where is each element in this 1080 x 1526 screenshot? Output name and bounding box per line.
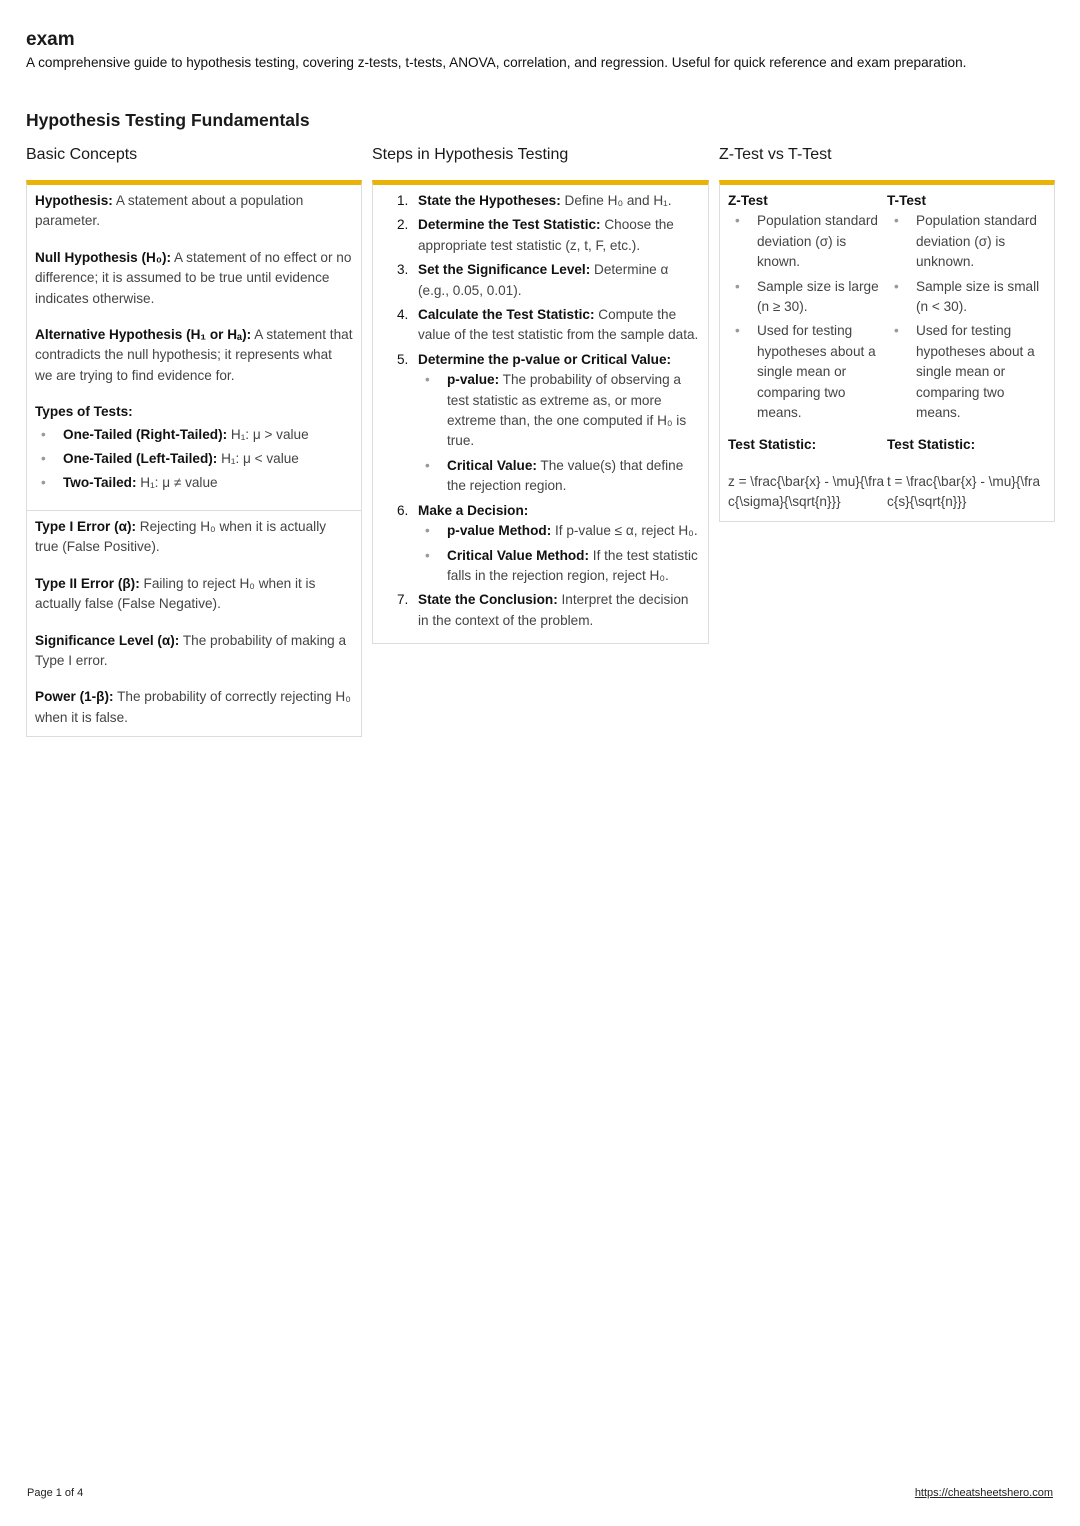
z-test-column <box>728 191 887 513</box>
t-test-column <box>887 191 1046 513</box>
t-stat-label: Test Statistic: <box>887 437 976 453</box>
step-item: 5. Determine the p-value or Critical Value: • p-value: The probability of observing a test statistic as extreme as, or more extreme than, the one computed if H₀ is true. • Critical Value: The value(s) that define the rejection region. <box>418 350 700 497</box>
list-item: • One-Tailed (Right-Tailed): H₁: μ > value <box>63 425 353 445</box>
step-item: 3. Set the Significance Level: Determine α (e.g., 0.05, 0.01). <box>397 262 669 298</box>
z-test-heading: Z-Test <box>728 193 768 208</box>
basic-concepts-column <box>26 145 362 737</box>
step5-sublist <box>418 370 700 496</box>
significance-level-def: Significance Level (α): The probability of making a Type I error. <box>35 632 347 668</box>
types-of-tests: Types of Tests: • One-Tailed (Right-Tailed): H₁: μ > value • One-Tailed (Left-Tailed): H₁: μ < value • Two-Tailed: H₁: μ ≠ value <box>35 402 353 494</box>
alt-hypothesis-def: Alternative Hypothesis (H₁ or Hₐ): A statement that contradicts the null hypothesis; it represents what we are trying to find evidence for. <box>35 327 353 383</box>
steps-card <box>372 180 709 644</box>
steps-column <box>372 145 709 644</box>
types-list <box>35 425 353 494</box>
step-item: 7. State the Conclusion: Interpret the decision in the context of the problem. <box>397 592 689 628</box>
list-item: • Population standard deviation (σ) is unknown. <box>916 211 1046 272</box>
list-item: • Critical Value: The value(s) that define the rejection region. <box>447 456 700 497</box>
t-test-heading: T-Test <box>887 193 927 208</box>
ztest-title: Z-Test vs T-Test <box>719 146 832 163</box>
list-item: • Sample size is small (n < 30). <box>916 277 1046 318</box>
t-test-list <box>887 211 1046 423</box>
footer-link[interactable]: https://cheatsheetshero.com <box>914 1487 1053 1499</box>
basic-concepts-card <box>26 180 362 737</box>
list-item: • Critical Value Method: If the test statistic falls in the rejection region, reject H₀. <box>447 546 700 587</box>
t-formula: t = \frac{\bar{x} - \mu}{\frac{s}{\sqrt{n}}} <box>887 473 1041 510</box>
step-item: 1. State the Hypotheses: Define H₀ and H₁. <box>397 193 672 208</box>
type1-error-def: Type I Error (α): Rejecting H₀ when it is actually true (False Positive). <box>35 518 327 555</box>
steps-title: Steps in Hypothesis Testing <box>372 146 569 163</box>
step-item: 4. Calculate the Test Statistic: Compute the value of the test statistic from the sample data. <box>397 307 699 343</box>
ztest-column <box>719 145 1055 522</box>
list-item: • Used for testing hypotheses about a single mean or comparing two means. <box>916 321 1046 423</box>
list-item: • Sample size is large (n ≥ 30). <box>757 277 887 318</box>
null-hypothesis-def: Null Hypothesis (H₀): A statement of no effect or no difference; it is assumed to be true until evidence indicates otherwise. <box>35 249 352 306</box>
list-item: • One-Tailed (Left-Tailed): H₁: μ < value <box>63 449 353 469</box>
doc-description: A comprehensive guide to hypothesis testing, covering z-tests, t-tests, ANOVA, correlation, and regression. Useful for quick reference and exam preparation. <box>26 55 967 70</box>
z-formula: z = \frac{\bar{x} - \mu}{\frac{\sigma}{\sqrt{n}}} <box>728 473 885 510</box>
z-test-list <box>728 211 887 423</box>
ztest-card <box>719 180 1055 522</box>
errors-section <box>27 510 361 728</box>
step-item: 6. Make a Decision: • p-value Method: If p-value ≤ α, reject H₀. • Critical Value Method: If the test statistic falls in the rejection region, reject H₀. <box>418 501 700 587</box>
steps-list <box>381 191 700 631</box>
list-item: • Population standard deviation (σ) is known. <box>757 211 887 272</box>
list-item: • Used for testing hypotheses about a single mean or comparing two means. <box>757 321 887 423</box>
list-item: • p-value Method: If p-value ≤ α, reject H₀. <box>447 521 700 541</box>
ztest-grid <box>728 191 1046 513</box>
list-item: • p-value: The probability of observing a test statistic as extreme as, or more extreme than, the one computed if H₀ is true. <box>447 370 700 452</box>
doc-title: exam <box>26 29 75 50</box>
page-number: Page 1 of 4 <box>27 1487 84 1499</box>
type2-error-def: Type II Error (β): Failing to reject H₀ when it is actually false (False Negative). <box>35 575 316 612</box>
list-item: • Two-Tailed: H₁: μ ≠ value <box>63 473 353 493</box>
section-title: Hypothesis Testing Fundamentals <box>26 110 310 130</box>
basic-concepts-title: Basic Concepts <box>26 146 138 163</box>
step6-sublist <box>418 521 700 586</box>
power-def: Power (1-β): The probability of correctly rejecting H₀ when it is false. <box>35 689 351 725</box>
z-stat-label: Test Statistic: <box>728 437 817 453</box>
step-item: 2. Determine the Test Statistic: Choose the appropriate test statistic (z, t, F, etc.). <box>397 217 674 253</box>
hypothesis-def: Hypothesis: A statement about a population parameter. <box>35 193 304 229</box>
